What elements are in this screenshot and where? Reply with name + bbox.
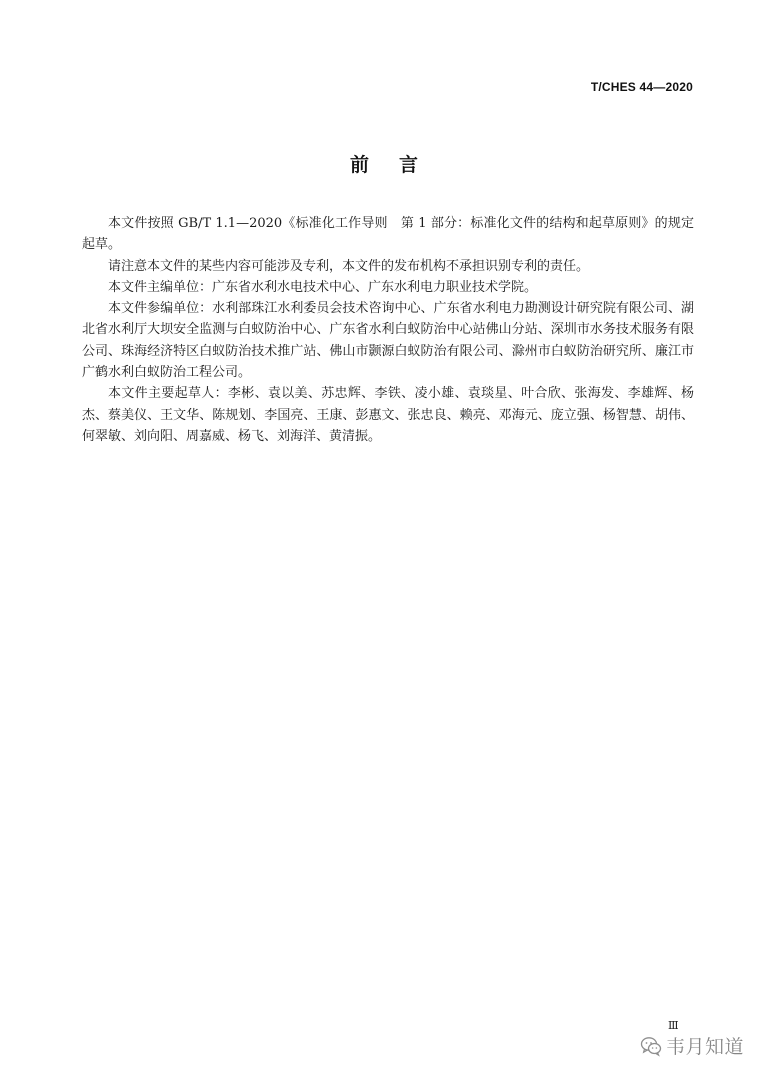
watermark — [640, 1032, 744, 1059]
wechat-icon — [640, 1035, 662, 1057]
paragraph-patent-notice: 请注意本文件的某些内容可能涉及专利，本文件的发布机构不承担识别专利的责任。 — [108, 258, 590, 274]
document-body — [82, 213, 694, 447]
paragraph-drafting-rules: 本文件按照 GB/T 1.1—2020《标准化工作导则 第 1 部分：标准化文件的结构和起草原则》的规定起草。 — [82, 216, 694, 253]
paragraph-participating-units: 本文件参编单位：水利部珠江水利委员会技术咨询中心、广东省水利电力勘测设计研究院有限公司、湖北省水利厅大坝安全监测与白蚁防治中心、广东省水利白蚁防治中心站佛山分站、深圳市水务技术服务有限公司、珠海经济特区白蚁防治技术推广站、佛山市颢源白蚁防治有限公司、滁州市白蚁防治研究所、廉江市广鹤水利白蚁防治工程公司。 — [82, 301, 694, 381]
page-title: 前言 — [349, 154, 448, 176]
paragraph-main-drafters: 本文件主要起草人：李彬、袁以美、苏忠辉、李铁、凌小雄、袁琰星、叶合欣、张海发、李雄辉、杨杰、蔡美仪、王文华、陈规划、李国亮、王康、彭惠文、张忠良、赖亮、邓海元、庞立强、杨智慧、胡伟、何翠敏、刘向阳、周嘉威、杨飞、刘海洋、黄清振。 — [82, 386, 694, 444]
paragraph-chief-units: 本文件主编单位：广东省水利水电技术中心、广东水利电力职业技术学院。 — [108, 279, 538, 295]
page-number: Ⅲ — [668, 1019, 679, 1032]
watermark-text: 韦月知道 — [666, 1036, 745, 1058]
standard-code: T/CHES 44—2020 — [590, 80, 693, 94]
